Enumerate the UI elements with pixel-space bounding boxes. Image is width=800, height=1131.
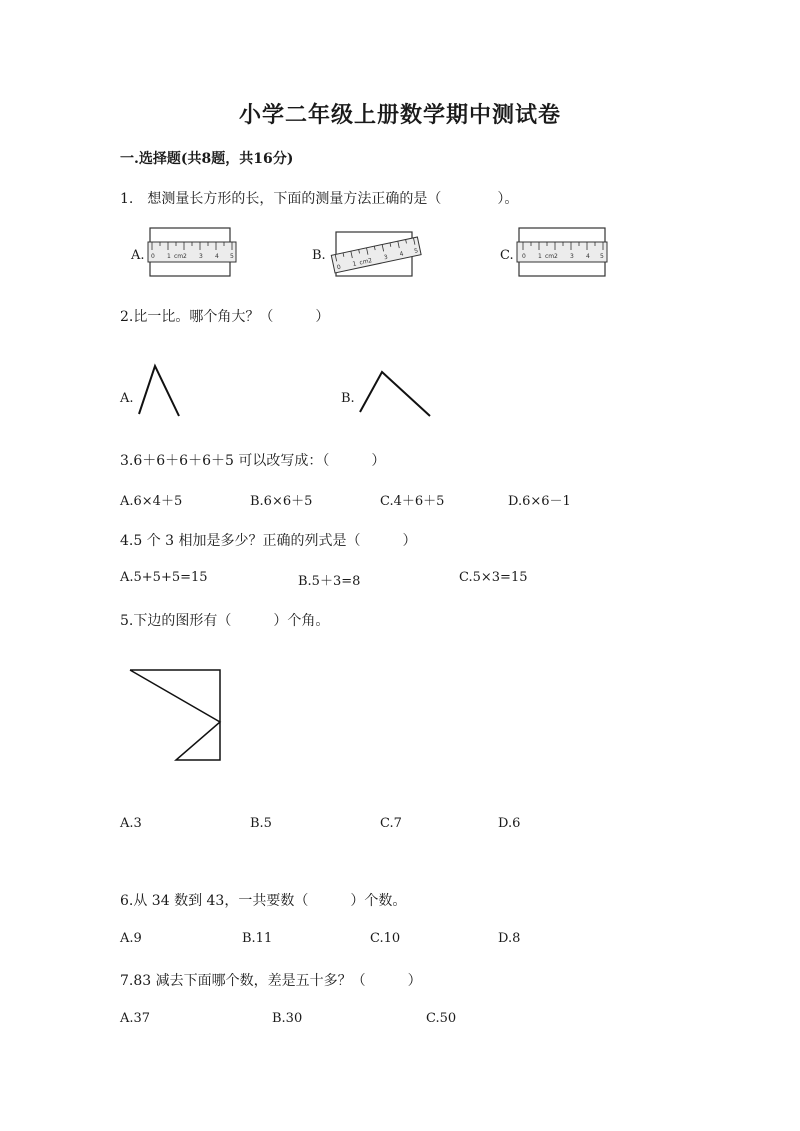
q3-option-d: D.6×6－1: [508, 494, 571, 509]
ruler-mark: 0: [522, 253, 526, 260]
q6-option-a: A.9: [120, 931, 142, 946]
q5-option-c: C.7: [380, 816, 402, 831]
question-6-text: 6.从 34 数到 43，一共要数（ ）个数。: [120, 893, 407, 909]
ruler-mark: 3: [570, 253, 574, 260]
ruler-mark: 5: [230, 253, 234, 260]
ruler-mark: 3: [383, 253, 389, 262]
ruler-mark: 0: [151, 253, 155, 260]
ruler-mark: 5: [413, 247, 419, 255]
ruler-mark: 2: [183, 253, 187, 260]
q7-option-c: C.50: [426, 1011, 457, 1026]
q1-option-b-figure: [330, 226, 422, 280]
question-7-text: 7.83 减去下面哪个数，差是五十多？（ ）: [120, 973, 422, 989]
question-2-text: 2.比一比。哪个角大？（ ）: [120, 309, 330, 325]
q4-option-a: A.5+5+5=15: [120, 570, 208, 585]
ruler-unit: cm: [545, 253, 555, 260]
q5-option-b: B.5: [250, 816, 272, 831]
q3-option-c: C.4＋6＋5: [380, 494, 445, 509]
ruler-mark: 0: [336, 263, 342, 272]
ruler-mark: 5: [600, 253, 604, 260]
q5-option-d: D.6: [498, 816, 521, 831]
ruler-unit: cm: [358, 257, 370, 267]
q2-option-b-label: B.: [341, 391, 355, 406]
q6-option-b: B.11: [242, 931, 273, 946]
ruler-mark: 1: [167, 253, 171, 260]
ruler-unit: cm: [174, 253, 184, 260]
ruler-mark: 2: [367, 257, 373, 265]
q2-option-a-label: A.: [120, 391, 134, 406]
ruler-mark: 4: [398, 250, 405, 259]
ruler-mark: 1: [538, 253, 542, 260]
ruler-mark: 4: [215, 253, 219, 260]
q6-option-d: D.8: [498, 931, 521, 946]
q4-option-c: C.5×3=15: [459, 570, 528, 585]
question-5-text: 5.下边的图形有（ ）个角。: [120, 613, 330, 629]
question-4-text: 4.5 个 3 相加是多少？正确的列式是（ ）: [120, 533, 417, 549]
q7-option-b: B.30: [272, 1011, 303, 1026]
q5-option-a: A.3: [120, 816, 142, 831]
ruler-mark: 2: [554, 253, 558, 260]
page-title: 小学二年级上册数学期中测试卷: [238, 102, 561, 128]
q6-option-c: C.10: [370, 931, 401, 946]
q7-option-a: A.37: [120, 1011, 151, 1026]
q3-option-b: B.6×6＋5: [250, 494, 313, 509]
q1-option-c-figure: [517, 226, 609, 280]
q1-option-a-figure: [148, 226, 240, 278]
section-heading: 一.选择题(共8题，共16分): [120, 151, 294, 167]
ruler-mark: 1: [351, 260, 358, 269]
q1-option-c-label: C.: [500, 248, 514, 263]
ruler-mark: 4: [586, 253, 590, 260]
q1-option-b-label: B.: [312, 248, 326, 263]
ruler-mark: 3: [199, 253, 203, 260]
question-1-text: 1. 想测量长方形的长，下面的测量方法正确的是（ ）。: [120, 191, 519, 207]
q3-option-a: A.6×4＋5: [120, 494, 183, 509]
q1-option-a-label: A.: [131, 248, 145, 263]
q2-angle-a: [136, 362, 186, 420]
question-3-text: 3.6＋6＋6＋6＋5 可以改写成：（ ）: [120, 453, 386, 469]
q4-option-b: B.5＋3=8: [298, 574, 361, 589]
q2-angle-b: [356, 368, 436, 420]
q5-figure: [126, 664, 226, 766]
